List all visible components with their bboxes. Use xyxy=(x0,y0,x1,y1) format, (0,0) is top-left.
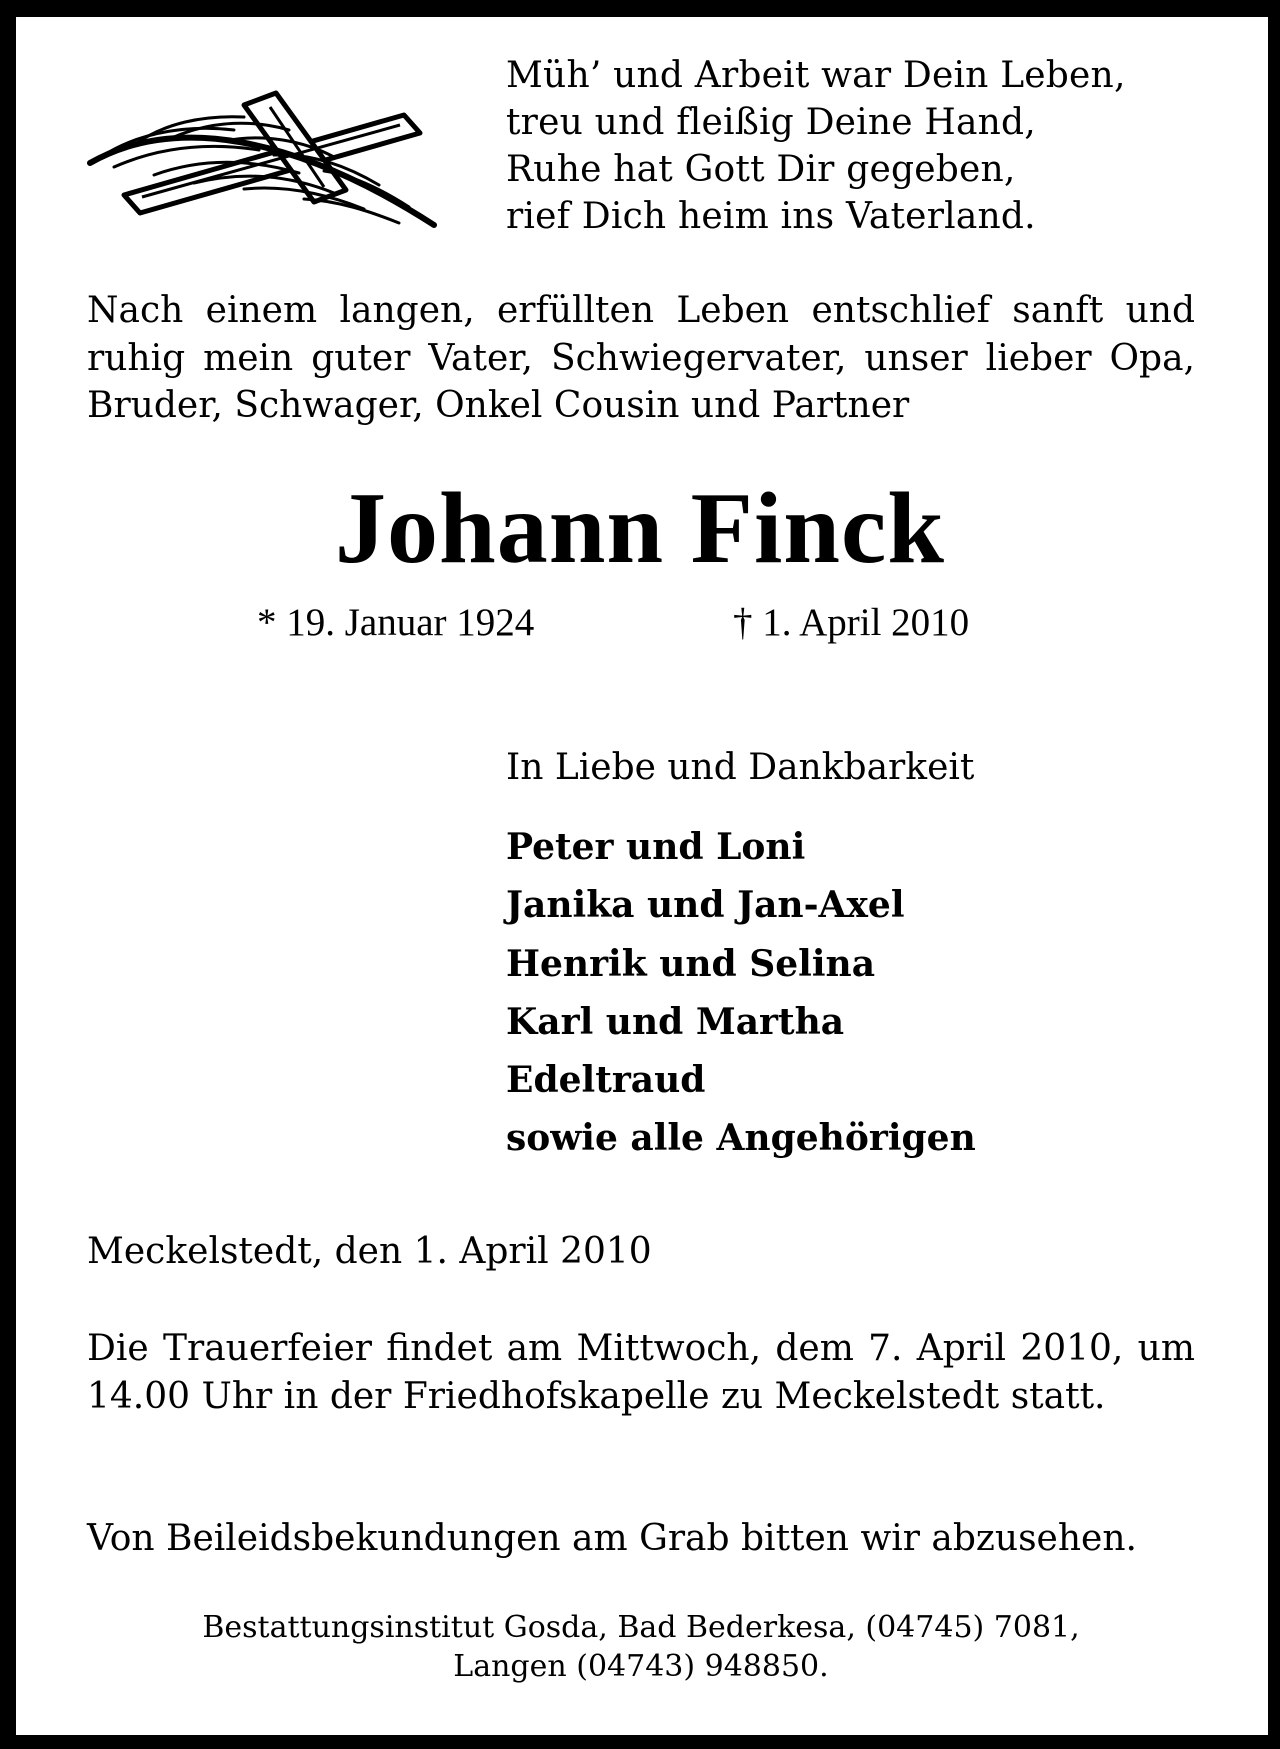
mourner-item: Henrik und Selina xyxy=(506,942,876,985)
thanks-heading: In Liebe und Dankbarkeit xyxy=(506,747,975,788)
verse-line: rief Dich heim ins Vaterland. xyxy=(506,196,1036,237)
mourners-list xyxy=(506,818,976,1168)
verse xyxy=(506,52,1206,240)
verse-line: treu und fleißig Deine Hand, xyxy=(506,102,1036,143)
intro-paragraph: Nach einem langen, erfüllten Leben entschlief sanft und ruhig mein guter Vater, Schwiegervater, unser lieber Opa, Bruder, Schwager, Onkel Cousin und Partner xyxy=(87,290,1195,426)
undertaker-line: Langen (04743) 948850. xyxy=(453,1649,829,1684)
mourner-item: Janika und Jan-Axel xyxy=(506,884,905,927)
mourner-item: Karl und Martha xyxy=(506,1000,845,1043)
deceased-name: Johann Finck xyxy=(334,472,946,585)
verse-line: Ruhe hat Gott Dir gegeben, xyxy=(506,149,1016,190)
cross-with-palm-frond-icon xyxy=(84,75,444,235)
mourner-item: sowie alle Angehörigen xyxy=(506,1117,976,1160)
mourner-item: Peter und Loni xyxy=(506,826,806,868)
mourner-item: Edeltraud xyxy=(506,1059,706,1102)
birth-date: * 19. Januar 1924 xyxy=(257,601,535,644)
verse-line: Müh’ und Arbeit war Dein Leben, xyxy=(506,55,1126,96)
condolence-note: Von Beileidsbekundungen am Grab bitten wir abzusehen. xyxy=(87,1518,1137,1559)
death-date: † 1. April 2010 xyxy=(733,601,970,644)
place-date: Meckelstedt, den 1. April 2010 xyxy=(87,1231,652,1272)
ceremony-paragraph: Die Trauerfeier findet am Mittwoch, dem 7. April 2010, um 14.00 Uhr in der Friedhofskapelle zu Meckelstedt statt. xyxy=(87,1328,1195,1417)
undertaker-info xyxy=(87,1608,1195,1686)
undertaker-line: Bestattungsinstitut Gosda, Bad Bederkesa, (04745) 7081, xyxy=(202,1610,1080,1645)
